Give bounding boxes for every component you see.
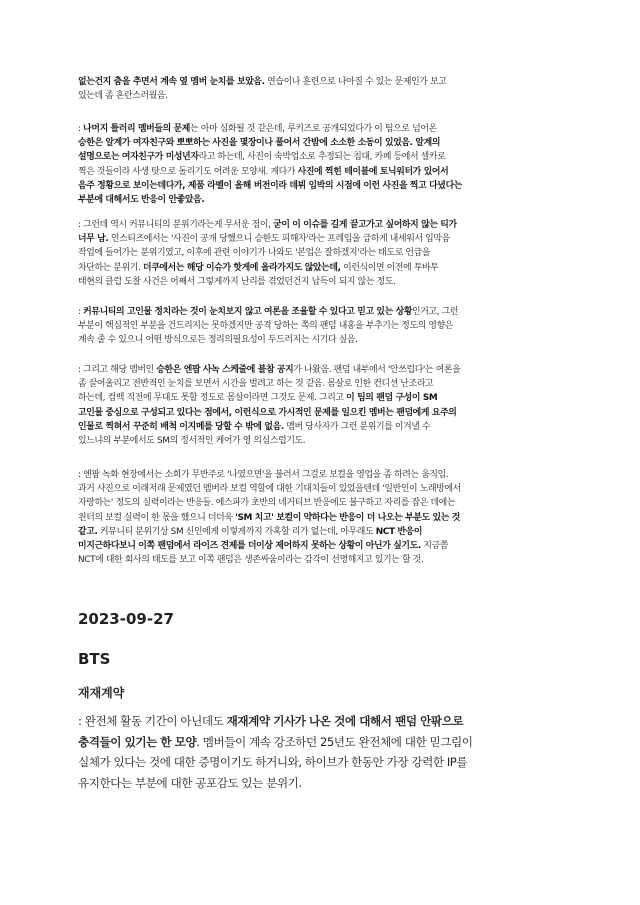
section-subheading: 재재계약 <box>78 686 125 700</box>
text-line <box>78 391 566 405</box>
text-line <box>78 420 566 434</box>
bold-text-run: 설명으로는 여자친구가 미성년자 <box>78 152 199 163</box>
text-run: 태현의 클럽 도찰 사건은 어째서 그렇게까지 난리를 겪었던건지 납득이 되지 않는 정도. <box>78 276 396 287</box>
bold-text-run: 이 팀의 팬덤 구성이 SM <box>346 393 438 404</box>
text-line <box>78 711 568 732</box>
section-heading: BTS <box>78 650 111 668</box>
text-line <box>78 89 566 103</box>
text-run: 인스티즈에서는 '사진이 공개 당했으니 승한도 피해자'라는 프레임을 급하게 내세워서 입막음 <box>108 234 450 245</box>
text-line <box>78 752 568 773</box>
bold-text-run: 재재계약 기사가 나온 것에 대해서 팬덤 안팎으로 <box>226 714 464 728</box>
text-line <box>78 193 566 207</box>
text-run: 차단하는 분위기. <box>78 262 143 273</box>
text-line <box>78 377 566 391</box>
bold-text-run: 너무 남. <box>78 234 109 245</box>
text-line <box>78 482 566 496</box>
text-line <box>78 406 566 420</box>
text-run: 는 아마 심화될 것 같은데, 루키즈로 공개되었다가 이 팀으로 넘어온 <box>190 124 437 134</box>
text-line <box>78 511 566 525</box>
bold-text-run: 부분에 대해서도 반응이 안좋았음. <box>78 195 205 206</box>
text-run: 계속 줄 수 있으니 어떤 방식으로든 정리의필요성이 두드러지는 시기다 싶음. <box>78 335 358 346</box>
text-line <box>78 525 566 539</box>
text-line <box>78 333 566 347</box>
text-run: 지금쯤 <box>420 541 449 552</box>
text-run: 유지한다는 부분에 대한 공포감도 있는 분위기. <box>78 775 302 790</box>
text-run: 윈터의 보컬 실력이 한 몫을 했으니 더더욱 <box>78 512 236 523</box>
text-run: 커뮤니티 분위기상 SM 신인에게 이렇게까지 가혹할 리가 없는데, 아무래도 <box>97 526 376 537</box>
text-run: : 완전체 활동 기간이 아닌데도 <box>78 714 227 728</box>
text-run: 좀 끌어올리고 전반적인 눈치를 보면서 시간을 벌려고 하는 것 같음. 몸살로 인한 컨디션 난조라고 <box>78 379 434 390</box>
bold-text-run: 인물로 찍혀서 꾸준히 배척 이지메를 당할 수 밖에 없음. <box>78 421 284 432</box>
bold-text-run: 충격들이 있기는 한 모양 <box>78 734 197 749</box>
bold-text-run: 미지근하다보니 이쪽 팬덤에서 라이즈 견제를 더이상 제어하지 못하는 상황이 아닌가 싶기도. <box>78 541 421 552</box>
text-line <box>78 773 568 794</box>
text-run: 자랑하는' 정도의 실력이라는 반응들. 에스파가 초반의 네거티브 반응에도 불구하고 자리를 잡은 데에는 <box>78 498 456 509</box>
text-line <box>78 75 566 89</box>
bold-text-run: 승한은 엔팝 사녹 스케줄에 불참 공지 <box>156 365 294 375</box>
text-run: 있는데 좀 혼란스러웠음. <box>78 91 168 102</box>
text-line <box>78 468 566 482</box>
text-run: 찍은 것들이라 사생 탓으로 돌리기도 어려운 모양새. 게다가 <box>78 166 298 177</box>
bold-text-run: 사진에 찍힌 테이블에 토닉워터가 있어서 <box>297 166 449 177</box>
text-line <box>78 150 566 164</box>
bold-text-run: 'SM 치고' 보컬이 약하다는 반응이 더 나오는 부분도 있는 것 <box>235 512 460 523</box>
paragraph-2 <box>78 122 566 207</box>
text-line <box>78 319 566 333</box>
bold-text-run: 없는건지 춤을 추면서 계속 옆 멤버 눈치를 보았음. <box>78 77 265 87</box>
bold-text-run: 고인물 중심으로 구성되고 있다는 점에서, 이런식으로 가시적인 문제를 일으킨 멤버는 팬덤에게 요주의 <box>78 407 457 418</box>
text-run: 실체가 있다는 것에 대한 증명이기도 하거니와, 하이브가 한동안 가장 강력한 IP를 <box>78 755 468 769</box>
paragraph-4 <box>78 305 566 348</box>
text-line <box>78 363 566 377</box>
text-run: : <box>78 124 84 134</box>
text-run: NCT에 대한 회사의 태도를 보고 이쪽 팬덤은 생존싸움이라는 감각이 선명해지고 있기는 할 것. <box>78 555 424 566</box>
text-line <box>78 732 568 753</box>
bold-text-run: 같고. <box>78 526 98 537</box>
text-run: 작업에 들어가는 분위기였고, 이후에 관련 이야기가 나와도 '본업은 잘하겠지'라는 태도로 언급을 <box>78 248 431 259</box>
text-line <box>78 232 566 246</box>
text-line <box>78 122 566 136</box>
text-run: 과거 사진으로 이래저래 문제였던 멤버라 보컬 역할에 대한 기대치들이 있었을텐데 '일반인이 노래방에서 <box>78 484 461 495</box>
text-line <box>78 136 566 150</box>
text-line <box>78 305 566 319</box>
text-run: . 멤버들이 계속 강조하던 25년도 완전체에 대한 믿그림이 <box>196 734 473 749</box>
text-run: 가 나왔음. 팬덤 내부에서 '안쓰럽다'는 여론을 <box>293 365 461 375</box>
final-paragraph <box>78 711 568 793</box>
text-run: 인거고, 그런 <box>412 307 459 317</box>
text-run: 연습이나 훈련으로 나아질 수 있는 문제인가 보고 <box>264 77 447 87</box>
bold-text-run: 굳이 이 이슈를 길게 끌고가고 싶어하지 않는 티가 <box>273 220 457 230</box>
paragraph-1 <box>78 75 566 103</box>
text-run: 부분이 핵심적인 부분을 건드리지는 못하겠지만 공격 당하는 쪽의 팬덤 내홍을 부추기는 정도의 영향은 <box>78 321 454 332</box>
text-line <box>78 179 566 193</box>
text-run: : 그런데 역시 커뮤니티의 분위기라는게 무서운 점이, <box>78 220 274 230</box>
text-run: : 엔팝 녹화 현장에서는 소희가 무반주로 '나였으면'을 불러서 그걸로 보컬을 영업을 좀 하려는 움직임. <box>78 470 449 480</box>
text-line <box>78 553 566 567</box>
bold-text-run: 승한은 알계가 여자친구와 뽀뽀하는 사진을 몇장이나 풀어서 간밤에 소소한 소동이 있었음. 알계의 <box>78 138 441 149</box>
text-line <box>78 539 566 553</box>
text-line <box>78 261 566 275</box>
text-run: 하는데, 컴백 직전에 무대도 못할 정도로 몸살이라면 그것도 문제. 그리고 <box>78 393 347 404</box>
text-line <box>78 165 566 179</box>
text-run: : 그리고 해당 멤버인 <box>78 365 157 375</box>
paragraph-3 <box>78 218 566 289</box>
text-run: : <box>78 307 84 317</box>
text-line <box>78 218 566 232</box>
bold-text-run: NCT 반응이 <box>375 526 423 537</box>
paragraph-5 <box>78 363 566 448</box>
text-run: 라고 하는데, 사진이 숙박업소로 추정되는 침대, 카페 등에서 셀카로 <box>198 152 446 163</box>
text-run: 멤버 당사자가 그런 분위기를 이겨낼 수 <box>283 421 431 432</box>
text-run: 있느냐의 부분에서도 SM의 정서적인 케어가 영 의심스럽기도. <box>78 436 306 447</box>
text-run: 이런식이면 이전에 투바투 <box>340 262 439 273</box>
bold-text-run: 음주 정황으로 보이는데다가, 제품 라벨이 올해 버전이라 데뷔 임박의 시점에 이런 사진을 찍고 다녔다는 <box>78 180 463 191</box>
bold-text-run: 더쿠에서는 해당 이슈가 핫게에 올라가지도 않았는데, <box>142 262 341 273</box>
text-line <box>78 434 566 448</box>
text-line <box>78 275 566 289</box>
paragraph-6 <box>78 468 566 567</box>
bold-text-run: 커뮤니티의 고인물 정치라는 것이 눈치보지 않고 여론을 조율할 수 있다고 믿고 있는 상황 <box>83 307 413 317</box>
section-date: 2023-09-27 <box>78 610 174 628</box>
text-line <box>78 246 566 260</box>
text-line <box>78 496 566 510</box>
bold-text-run: 나머지 틀러리 멤버들의 문제 <box>83 124 191 134</box>
